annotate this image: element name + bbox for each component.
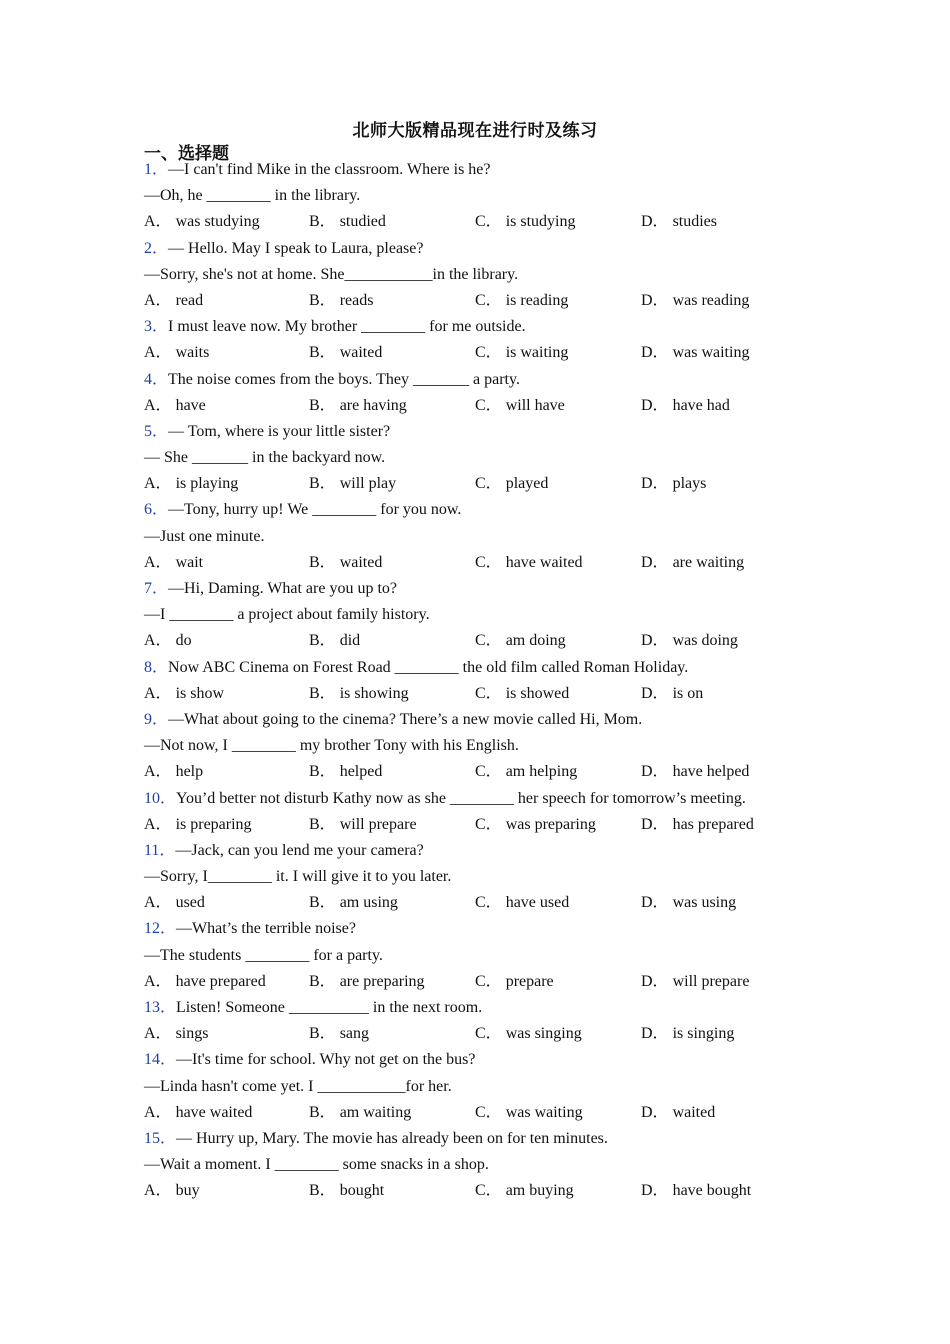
option-letter: C．: [475, 763, 502, 781]
question-item: [144, 497, 844, 576]
question-text: —It's time for school. Why not get on the bus?: [176, 1051, 476, 1069]
option-text: was waiting: [672, 344, 750, 362]
question-item: [144, 157, 844, 236]
option-letter: A．: [144, 1103, 172, 1121]
option-text: will prepare: [672, 972, 750, 990]
question-stem: [144, 157, 844, 183]
option-text: did: [339, 632, 361, 650]
option-letter: B．: [309, 213, 336, 231]
answer-option[interactable]: [144, 1100, 252, 1126]
option-letter: C．: [475, 396, 502, 414]
answer-option[interactable]: [641, 1178, 751, 1204]
option-letter: B．: [309, 763, 336, 781]
question-item: [144, 838, 844, 917]
answer-option[interactable]: [475, 812, 596, 838]
option-text: am waiting: [339, 1103, 412, 1121]
option-letter: C．: [475, 684, 502, 702]
question-text: —What about going to the cinema? There’s a new movie called Hi, Mom.: [168, 710, 643, 728]
option-text: is singing: [672, 1025, 735, 1043]
option-text: are preparing: [339, 972, 425, 990]
option-text: waits: [175, 344, 210, 362]
question-stem: [144, 576, 844, 602]
question-number: 1．: [144, 161, 169, 178]
answer-option[interactable]: [144, 969, 266, 995]
option-text: do: [175, 632, 192, 650]
answer-option[interactable]: [641, 969, 749, 995]
answer-options: [144, 759, 844, 785]
option-text: wait: [175, 553, 204, 571]
option-text: have bought: [672, 1182, 752, 1200]
option-letter: B．: [309, 815, 336, 833]
option-letter: D．: [641, 1103, 669, 1121]
question-stem: [144, 995, 844, 1021]
answer-option[interactable]: [309, 1021, 369, 1047]
answer-option[interactable]: [309, 812, 417, 838]
option-letter: C．: [475, 344, 502, 362]
option-text: help: [175, 763, 204, 781]
answer-option[interactable]: [144, 1178, 200, 1204]
option-letter: A．: [144, 894, 172, 912]
question-text: — Tom, where is your little sister?: [168, 422, 391, 440]
question-line: [144, 445, 844, 471]
option-text: are waiting: [672, 553, 745, 571]
question-number: 10．: [144, 789, 177, 807]
option-letter: A．: [144, 815, 172, 833]
question-text: —I ________ a project about family history.: [144, 606, 430, 624]
question-text: —Sorry, I________ it. I will give it to you later.: [144, 868, 452, 886]
question-text: —What’s the terrible noise?: [176, 920, 356, 938]
question-line: [144, 524, 844, 550]
answer-option[interactable]: [475, 890, 569, 916]
answer-option[interactable]: [475, 550, 583, 576]
question-stem: [144, 236, 844, 262]
option-text: sings: [175, 1025, 209, 1043]
question-list: [144, 157, 844, 1205]
option-letter: B．: [309, 396, 336, 414]
answer-option[interactable]: [144, 393, 206, 419]
question-number: 3．: [144, 318, 169, 336]
answer-options: [144, 812, 844, 838]
question-text: —Jack, can you lend me your camera?: [175, 841, 424, 859]
option-text: have helped: [672, 763, 750, 781]
answer-option[interactable]: [309, 890, 398, 916]
option-text: have used: [505, 894, 570, 912]
option-letter: A．: [144, 684, 172, 702]
question-number: 12．: [144, 920, 177, 938]
answer-option[interactable]: [309, 628, 360, 654]
question-number: 14．: [144, 1051, 177, 1069]
question-number: 15．: [144, 1129, 177, 1147]
question-item: [144, 707, 844, 786]
question-stem: [144, 314, 844, 340]
answer-option[interactable]: [309, 340, 382, 366]
option-text: reads: [339, 291, 374, 309]
question-stem: [144, 838, 844, 864]
answer-option[interactable]: [641, 628, 738, 654]
option-letter: D．: [641, 815, 669, 833]
answer-option[interactable]: [309, 393, 407, 419]
answer-option[interactable]: [144, 890, 205, 916]
option-letter: C．: [475, 553, 502, 571]
answer-option[interactable]: [475, 340, 568, 366]
answer-option[interactable]: [475, 209, 575, 235]
answer-options: [144, 393, 844, 419]
answer-option[interactable]: [475, 628, 566, 654]
option-text: read: [175, 291, 204, 309]
answer-option[interactable]: [641, 890, 736, 916]
question-stem: [144, 655, 844, 681]
question-line: [144, 864, 844, 890]
option-text: plays: [672, 475, 707, 493]
option-letter: C．: [475, 1025, 502, 1043]
option-letter: D．: [641, 894, 669, 912]
option-text: will play: [339, 475, 397, 493]
answer-options: [144, 969, 844, 995]
question-text: —I can't find Mike in the classroom. Where is he?: [168, 161, 491, 178]
option-letter: D．: [641, 396, 669, 414]
answer-option[interactable]: [475, 1178, 574, 1204]
option-text: prepare: [505, 972, 554, 990]
option-letter: A．: [144, 475, 172, 493]
option-letter: C．: [475, 1182, 502, 1200]
question-text: I must leave now. My brother ________ for me outside.: [168, 318, 526, 336]
option-letter: D．: [641, 553, 669, 571]
option-text: was preparing: [505, 815, 596, 833]
answer-option[interactable]: [309, 471, 396, 497]
question-number: 13．: [144, 999, 177, 1016]
option-letter: B．: [309, 475, 336, 493]
question-text: —Linda hasn't come yet. I ___________for her.: [144, 1077, 452, 1095]
answer-option[interactable]: [641, 288, 749, 314]
answer-option[interactable]: [475, 471, 548, 497]
answer-option[interactable]: [641, 209, 717, 235]
option-letter: D．: [641, 344, 669, 362]
page-title: 北师大版精品现在进行时及练习: [352, 121, 598, 141]
answer-option[interactable]: [641, 759, 749, 785]
option-letter: A．: [144, 344, 172, 362]
question-stem: [144, 1047, 844, 1073]
option-letter: C．: [475, 972, 502, 990]
question-text: —Hi, Daming. What are you up to?: [168, 580, 397, 597]
question-stem: [144, 419, 844, 445]
option-text: am doing: [505, 632, 566, 650]
answer-option[interactable]: [641, 812, 754, 838]
option-letter: D．: [641, 475, 669, 493]
question-text: You’d better not disturb Kathy now as she ________ her speech for tomorrow’s meeting.: [176, 789, 746, 807]
option-letter: B．: [309, 1025, 336, 1043]
option-letter: A．: [144, 632, 172, 650]
option-letter: D．: [641, 1025, 669, 1043]
answer-option[interactable]: [144, 628, 192, 654]
option-text: have prepared: [175, 972, 266, 990]
question-text: — Hurry up, Mary. The movie has already been on for ten minutes.: [176, 1129, 608, 1147]
answer-option[interactable]: [641, 681, 703, 707]
answer-option[interactable]: [144, 209, 260, 235]
option-text: have: [175, 396, 206, 414]
option-letter: A．: [144, 553, 172, 571]
option-text: is reading: [505, 291, 569, 309]
answer-option[interactable]: [144, 759, 203, 785]
option-letter: B．: [309, 632, 336, 650]
option-letter: D．: [641, 291, 669, 309]
option-letter: A．: [144, 763, 172, 781]
answer-options: [144, 681, 844, 707]
option-letter: C．: [475, 475, 502, 493]
question-item: [144, 367, 844, 419]
option-letter: C．: [475, 213, 502, 231]
answer-option[interactable]: [144, 471, 238, 497]
answer-option[interactable]: [144, 288, 203, 314]
option-letter: D．: [641, 684, 669, 702]
option-letter: B．: [309, 1182, 336, 1200]
option-text: waited: [339, 553, 383, 571]
question-stem: [144, 1126, 844, 1152]
option-text: sang: [339, 1025, 370, 1043]
option-letter: A．: [144, 972, 172, 990]
option-text: was doing: [672, 632, 738, 650]
question-number: 8．: [144, 658, 169, 676]
answer-option[interactable]: [144, 1021, 208, 1047]
option-text: was studying: [175, 213, 260, 231]
option-text: waited: [339, 344, 383, 362]
option-text: buy: [175, 1182, 200, 1200]
answer-option[interactable]: [641, 550, 744, 576]
answer-options: [144, 471, 844, 497]
question-text: Now ABC Cinema on Forest Road ________ the old film called Roman Holiday.: [168, 658, 689, 676]
option-text: have had: [672, 396, 730, 414]
option-text: was using: [672, 894, 737, 912]
answer-option[interactable]: [475, 1021, 582, 1047]
answer-option[interactable]: [309, 288, 373, 314]
answer-options: [144, 550, 844, 576]
question-item: [144, 576, 844, 655]
option-text: am helping: [505, 763, 578, 781]
option-letter: B．: [309, 684, 336, 702]
option-text: is show: [175, 684, 225, 702]
question-line: [144, 183, 844, 209]
answer-option[interactable]: [309, 681, 409, 707]
answer-option[interactable]: [475, 969, 554, 995]
answer-option[interactable]: [641, 340, 749, 366]
option-letter: B．: [309, 291, 336, 309]
answer-option[interactable]: [309, 1100, 411, 1126]
option-text: helped: [339, 763, 383, 781]
question-line: [144, 733, 844, 759]
question-stem: [144, 367, 844, 393]
question-number: 5．: [144, 422, 169, 440]
answer-option[interactable]: [309, 969, 425, 995]
answer-option[interactable]: [144, 812, 252, 838]
answer-option[interactable]: [475, 681, 569, 707]
question-item: [144, 1047, 844, 1126]
option-letter: A．: [144, 396, 172, 414]
question-text: Listen! Someone __________ in the next room.: [176, 999, 483, 1016]
option-text: is showing: [339, 684, 409, 702]
question-number: 9．: [144, 710, 169, 728]
question-text: —Just one minute.: [144, 527, 265, 545]
option-text: studies: [672, 213, 718, 231]
option-letter: A．: [144, 291, 172, 309]
question-text: — Hello. May I speak to Laura, please?: [168, 239, 424, 257]
question-number: 2．: [144, 239, 169, 257]
answer-option[interactable]: [641, 1100, 715, 1126]
question-text: The noise comes from the boys. They _______ a party.: [168, 370, 520, 388]
option-letter: B．: [309, 1103, 336, 1121]
answer-option[interactable]: [309, 550, 382, 576]
option-letter: D．: [641, 763, 669, 781]
question-item: [144, 419, 844, 498]
question-number: 6．: [144, 501, 169, 519]
option-text: is studying: [505, 213, 576, 231]
option-text: was singing: [505, 1025, 582, 1043]
question-line: [144, 943, 844, 969]
answer-options: [144, 1178, 844, 1204]
option-letter: B．: [309, 894, 336, 912]
question-number: 7．: [144, 580, 169, 597]
answer-options: [144, 288, 844, 314]
answer-option[interactable]: [144, 340, 209, 366]
question-number: 11．: [144, 841, 176, 859]
option-text: bought: [339, 1182, 385, 1200]
option-letter: D．: [641, 213, 669, 231]
answer-option[interactable]: [475, 1100, 583, 1126]
answer-options: [144, 628, 844, 654]
option-text: is preparing: [175, 815, 252, 833]
answer-option[interactable]: [144, 681, 224, 707]
question-stem: [144, 497, 844, 523]
option-text: was reading: [672, 291, 750, 309]
answer-option[interactable]: [309, 759, 382, 785]
option-text: played: [505, 475, 549, 493]
option-text: am buying: [505, 1182, 574, 1200]
section-heading: 一、选择题: [144, 144, 229, 164]
answer-option[interactable]: [641, 471, 706, 497]
question-line: [144, 1152, 844, 1178]
option-text: was waiting: [505, 1103, 583, 1121]
option-text: waited: [672, 1103, 716, 1121]
option-letter: A．: [144, 1182, 172, 1200]
question-item: [144, 655, 844, 707]
option-text: used: [175, 894, 205, 912]
option-letter: A．: [144, 1025, 172, 1043]
question-text: — She _______ in the backyard now.: [144, 449, 386, 467]
question-item: [144, 236, 844, 315]
question-stem: [144, 707, 844, 733]
question-item: [144, 314, 844, 366]
question-stem: [144, 916, 844, 942]
option-text: have waited: [505, 553, 583, 571]
option-text: have waited: [175, 1103, 253, 1121]
option-text: is showed: [505, 684, 570, 702]
option-letter: D．: [641, 632, 669, 650]
option-letter: C．: [475, 894, 502, 912]
option-text: has prepared: [672, 815, 754, 833]
option-letter: B．: [309, 344, 336, 362]
question-item: [144, 786, 844, 838]
answer-option[interactable]: [641, 393, 730, 419]
option-text: will have: [505, 396, 565, 414]
answer-option[interactable]: [309, 209, 386, 235]
option-text: is waiting: [505, 344, 569, 362]
option-text: am using: [339, 894, 398, 912]
question-item: [144, 1126, 844, 1205]
question-stem: [144, 786, 844, 812]
option-letter: C．: [475, 291, 502, 309]
answer-option[interactable]: [475, 759, 577, 785]
answer-option[interactable]: [641, 1021, 734, 1047]
answer-options: [144, 1021, 844, 1047]
answer-option[interactable]: [475, 393, 565, 419]
option-letter: B．: [309, 972, 336, 990]
question-text: —Oh, he ________ in the library.: [144, 187, 361, 205]
question-line: [144, 602, 844, 628]
option-text: is on: [672, 684, 704, 702]
question-item: [144, 995, 844, 1047]
option-text: will prepare: [339, 815, 417, 833]
answer-options: [144, 1100, 844, 1126]
question-text: —Tony, hurry up! We ________ for you now.: [168, 501, 462, 519]
option-letter: C．: [475, 815, 502, 833]
question-text: —Wait a moment. I ________ some snacks in a shop.: [144, 1156, 489, 1174]
question-line: [144, 262, 844, 288]
answer-options: [144, 340, 844, 366]
answer-option[interactable]: [475, 288, 568, 314]
option-letter: C．: [475, 632, 502, 650]
option-letter: D．: [641, 1182, 669, 1200]
answer-options: [144, 890, 844, 916]
question-line: [144, 1074, 844, 1100]
option-text: are having: [339, 396, 407, 414]
option-text: is playing: [175, 475, 239, 493]
answer-options: [144, 209, 844, 235]
question-text: —The students ________ for a party.: [144, 946, 383, 964]
option-letter: A．: [144, 213, 172, 231]
option-letter: C．: [475, 1103, 502, 1121]
answer-option[interactable]: [309, 1178, 384, 1204]
question-text: —Not now, I ________ my brother Tony with his English.: [144, 737, 519, 755]
option-letter: D．: [641, 972, 669, 990]
question-number: 4．: [144, 370, 169, 388]
question-text: —Sorry, she's not at home. She___________in the library.: [144, 265, 519, 283]
answer-option[interactable]: [144, 550, 203, 576]
option-letter: B．: [309, 553, 336, 571]
question-item: [144, 916, 844, 995]
option-text: studied: [339, 213, 386, 231]
